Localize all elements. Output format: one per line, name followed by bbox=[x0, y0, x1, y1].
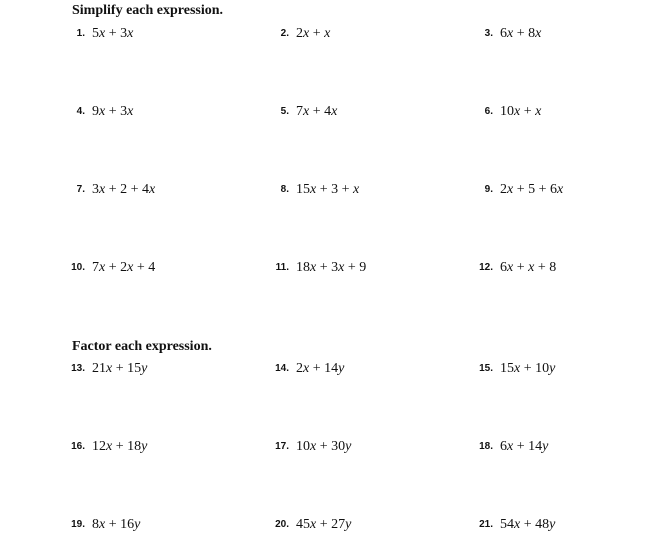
problem-number: 21. bbox=[479, 519, 493, 530]
problem-expression: 21x + 15y bbox=[92, 361, 148, 376]
problem-expression: 54x + 48y bbox=[500, 517, 556, 532]
problem-15 bbox=[479, 359, 556, 377]
problem-expression: 12x + 18y bbox=[92, 439, 148, 454]
problem-8 bbox=[280, 180, 360, 198]
problem-number: 20. bbox=[275, 519, 289, 530]
problem-14 bbox=[275, 359, 345, 377]
problem-20 bbox=[275, 515, 352, 533]
problem-number: 13. bbox=[71, 363, 85, 374]
problem-12 bbox=[479, 258, 557, 276]
problem-number: 15. bbox=[479, 363, 493, 374]
problem-expression: 45x + 27y bbox=[296, 517, 352, 532]
problem-21 bbox=[479, 515, 556, 533]
problem-2 bbox=[280, 24, 331, 42]
problem-number: 3. bbox=[484, 28, 493, 39]
problem-expression: 15x + 3 + x bbox=[296, 182, 360, 197]
problem-number: 4. bbox=[76, 106, 85, 117]
problem-6 bbox=[484, 102, 542, 120]
problem-expression: 5x + 3x bbox=[92, 26, 134, 41]
problem-number: 10. bbox=[71, 262, 85, 273]
problem-expression: 2x + 14y bbox=[296, 361, 345, 376]
problem-expression: 3x + 2 + 4x bbox=[92, 182, 156, 197]
section-heading-simplify: Simplify each expression. bbox=[72, 3, 224, 18]
problem-7 bbox=[76, 180, 156, 198]
problem-expression: 9x + 3x bbox=[92, 104, 134, 119]
problem-expression: 2x + x bbox=[296, 26, 331, 41]
problem-number: 7. bbox=[76, 184, 85, 195]
problem-5 bbox=[280, 102, 338, 120]
problem-expression: 10x + 30y bbox=[296, 439, 352, 454]
problem-number: 19. bbox=[71, 519, 85, 530]
problem-expression: 6x + 14y bbox=[500, 439, 549, 454]
problem-expression: 10x + x bbox=[500, 104, 542, 119]
problem-number: 12. bbox=[479, 262, 493, 273]
problem-number: 16. bbox=[71, 441, 85, 452]
problem-expression: 18x + 3x + 9 bbox=[296, 260, 367, 275]
problem-number: 6. bbox=[484, 106, 493, 117]
problem-19 bbox=[71, 515, 141, 533]
problem-17 bbox=[275, 437, 352, 455]
problem-number: 18. bbox=[479, 441, 493, 452]
problem-expression: 6x + x + 8 bbox=[500, 260, 557, 275]
problem-number: 9. bbox=[484, 184, 493, 195]
problem-9 bbox=[484, 180, 564, 198]
problem-expression: 15x + 10y bbox=[500, 361, 556, 376]
problem-number: 1. bbox=[76, 28, 85, 39]
problem-number: 2. bbox=[280, 28, 289, 39]
problem-number: 14. bbox=[275, 363, 289, 374]
problem-16 bbox=[71, 437, 148, 455]
problem-expression: 2x + 5 + 6x bbox=[500, 182, 564, 197]
problem-18 bbox=[479, 437, 549, 455]
problem-expression: 7x + 2x + 4 bbox=[92, 260, 156, 275]
problem-number: 5. bbox=[280, 106, 289, 117]
problem-expression: 6x + 8x bbox=[500, 26, 542, 41]
problem-11 bbox=[275, 258, 367, 276]
problem-number: 17. bbox=[275, 441, 289, 452]
problem-3 bbox=[484, 24, 542, 42]
section-heading-factor: Factor each expression. bbox=[72, 339, 212, 354]
problem-1 bbox=[76, 24, 134, 42]
problem-expression: 8x + 16y bbox=[92, 517, 141, 532]
problem-number: 8. bbox=[280, 184, 289, 195]
problem-10 bbox=[71, 258, 156, 276]
problem-number: 11. bbox=[275, 262, 289, 273]
problem-4 bbox=[76, 102, 134, 120]
problem-expression: 7x + 4x bbox=[296, 104, 338, 119]
problem-13 bbox=[71, 359, 148, 377]
